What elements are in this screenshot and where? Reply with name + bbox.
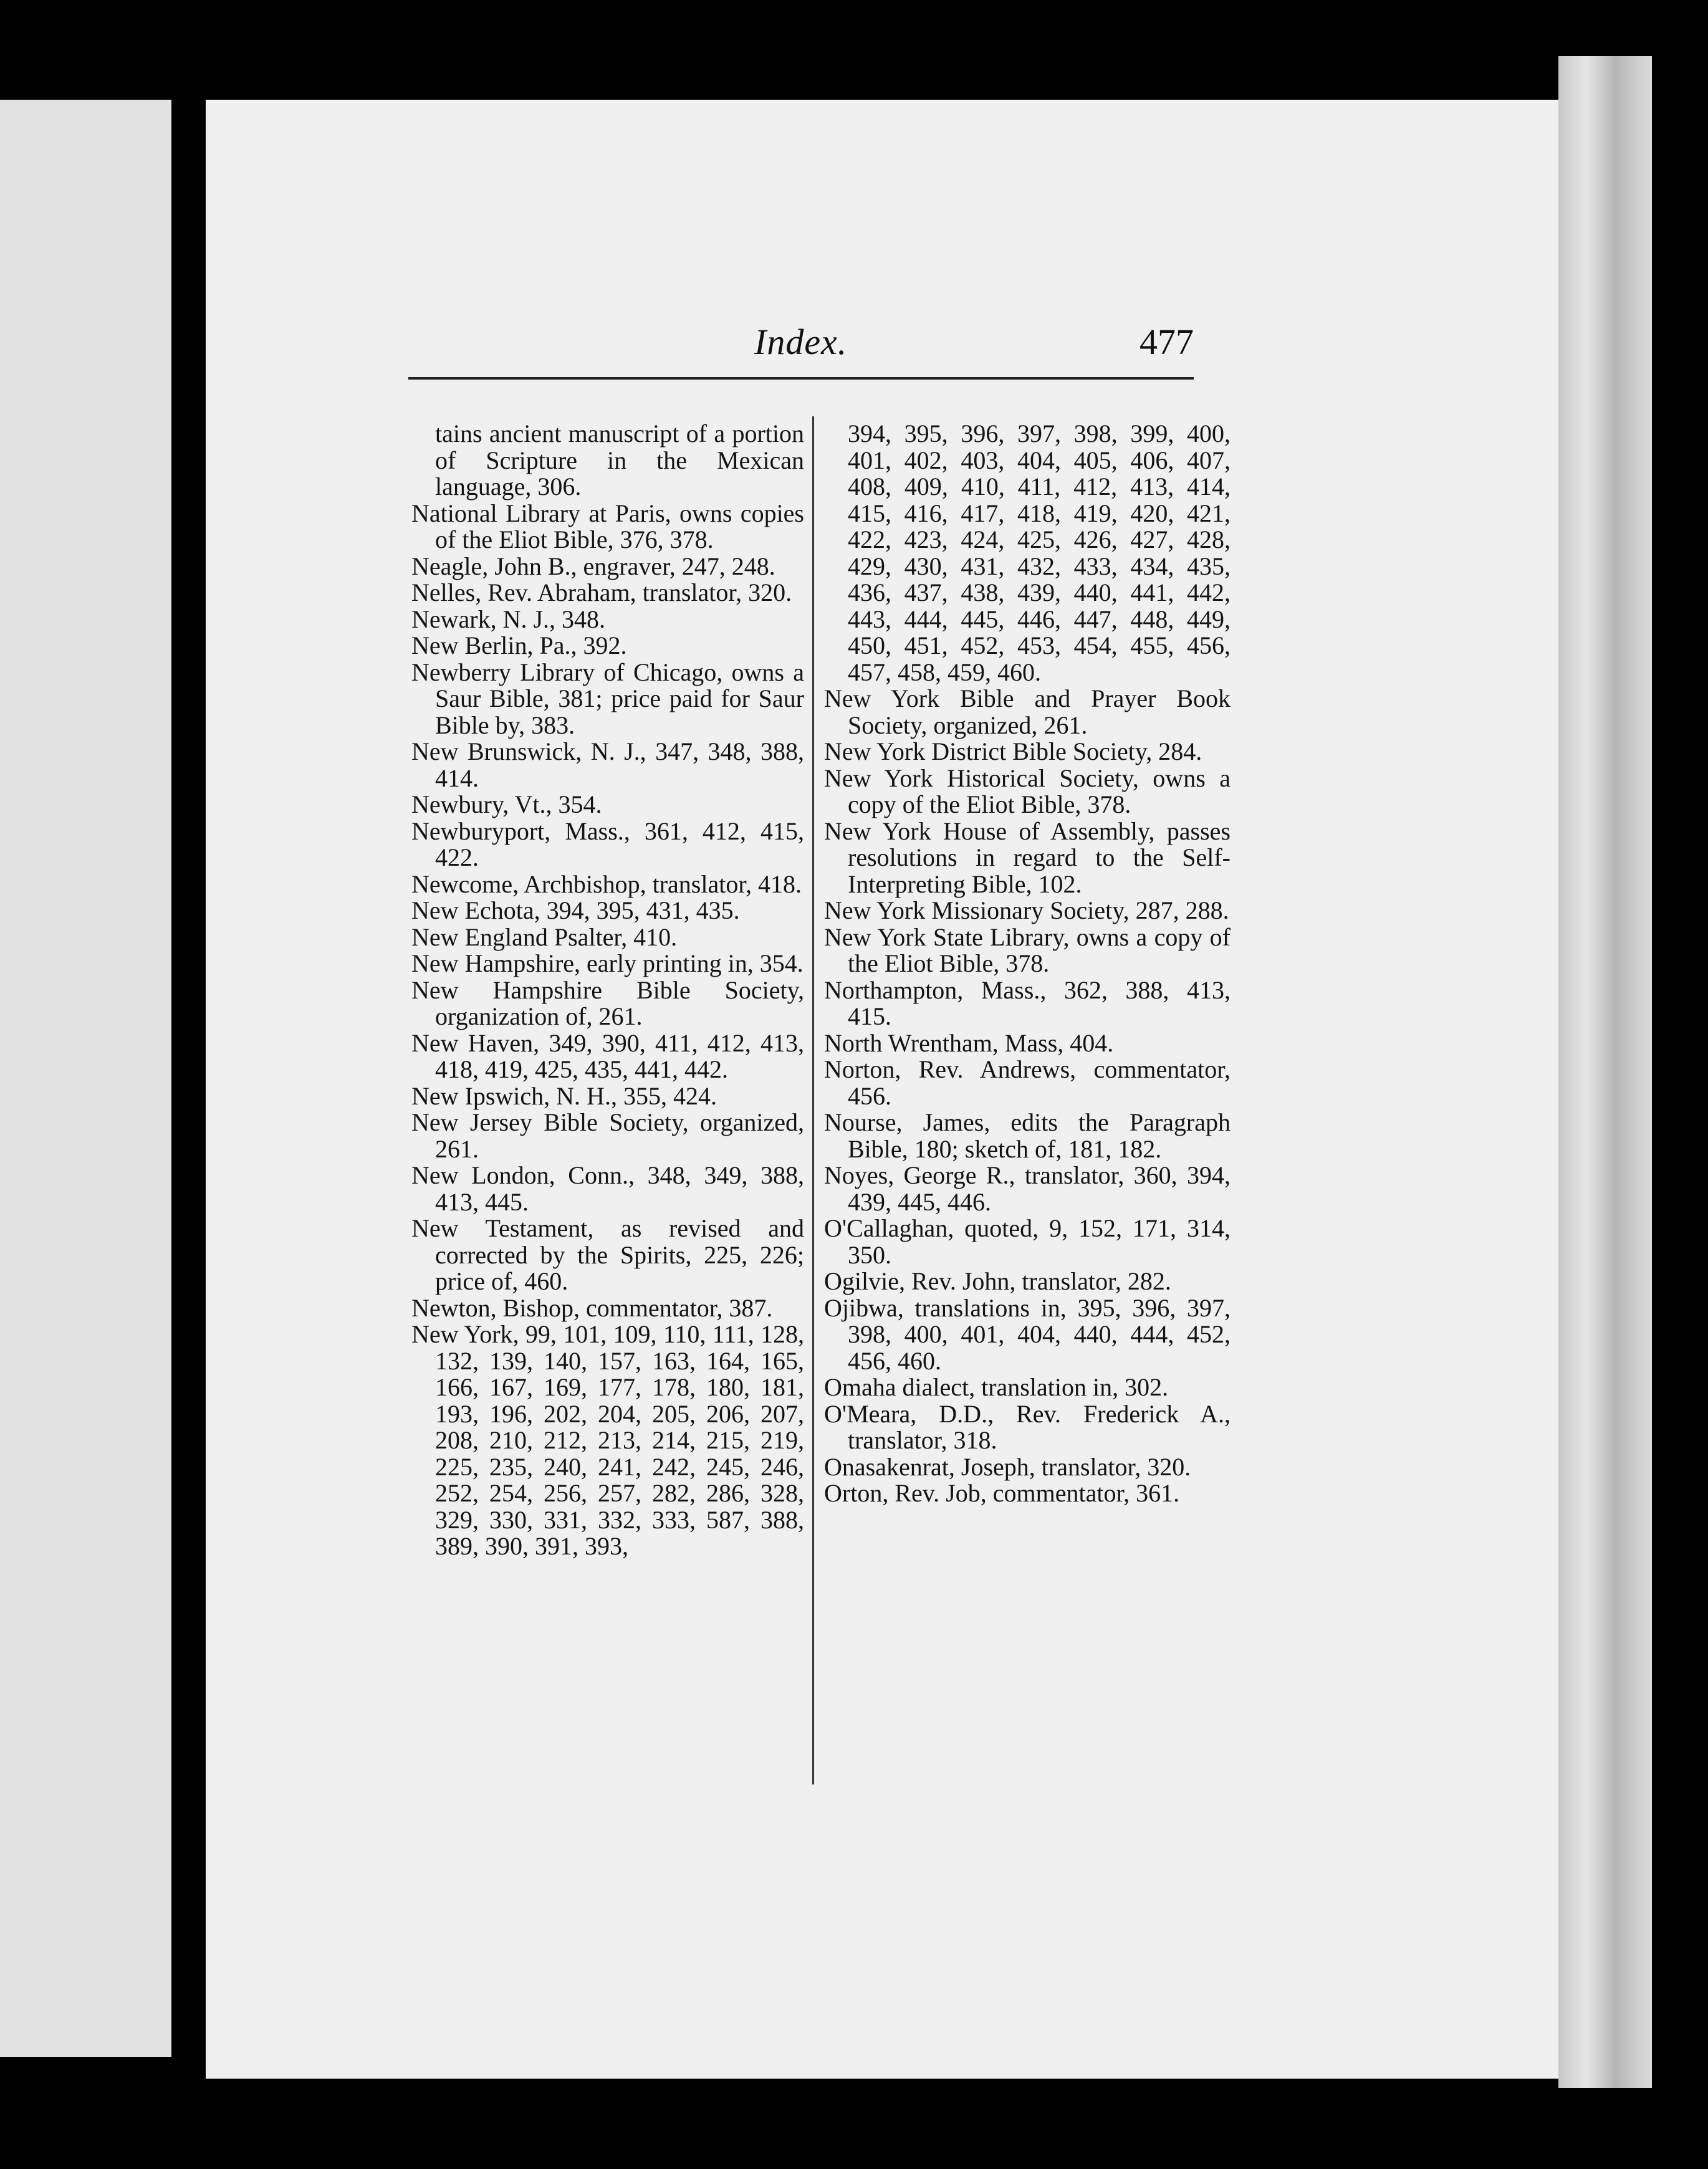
index-entry: Omaha dialect, translation in, 302. — [824, 1373, 1169, 1401]
index-entry: New Haven, 349, 390, 411, 412, 413, 418, 419, 425, 435, 441, 442. — [411, 1028, 804, 1083]
index-entry: New Berlin, Pa., 392. — [411, 631, 627, 659]
index-entry: National Library at Paris, owns copies of the Eliot Bible, 376, 378. — [411, 499, 804, 553]
page-number: 477 — [1139, 322, 1194, 362]
index-entry: Nourse, James, edits the Paragraph Bible, 180; sketch of, 181, 182. — [824, 1108, 1231, 1163]
index-entry: New York House of Assembly, passes resolutions in regard to the Self-Interpreting Bible, 102. — [824, 816, 1231, 898]
index-entry: New York Bible and Prayer Book Society, organized, 261. — [824, 684, 1231, 739]
index-entry: O'Callaghan, quoted, 9, 152, 171, 314, 350. — [824, 1214, 1231, 1269]
index-column-left — [411, 421, 804, 1560]
index-entry: New England Psalter, 410. — [411, 922, 678, 951]
index-entry: Newcome, Archbishop, translator, 418. — [411, 869, 802, 898]
index-entry: New York, 99, 101, 109, 110, 111, 128, 132, 139, 140, 157, 163, 164, 165, 166, 167, 169, 177, 178, 180, 181, 193, 196, 202, 204, 205, 206, 207, 208, 210, 212, 213, 214, 215, 219, 225, 235, 240, 241, 242, 245, 246, 252, 254, 256, 257, 282, 286, 328, 329, 330, 331, 332, 333, 587, 388, 389, 390, 391, 393, — [411, 1320, 804, 1560]
index-entry: New Hampshire, early printing in, 354. — [411, 949, 804, 977]
index-entry: Northampton, Mass., 362, 388, 413, 415. — [824, 975, 1231, 1030]
index-column-right — [824, 421, 1231, 1507]
index-entry: New Ipswich, N. H., 355, 424. — [411, 1081, 717, 1110]
index-entry: Onasakenrat, Joseph, translator, 320. — [824, 1452, 1191, 1481]
index-entry: Newbury, Vt., 354. — [411, 790, 602, 818]
index-entry: New Testament, as revised and corrected by the Spirits, 225, 226; price of, 460. — [411, 1214, 804, 1295]
header-rule — [408, 377, 1194, 380]
index-entry: New York Historical Society, owns a copy of the Eliot Bible, 378. — [824, 764, 1231, 818]
page-header — [408, 321, 1194, 383]
left-page-edge — [0, 100, 171, 2057]
index-entry: New Hampshire Bible Society, organization of, 261. — [411, 975, 804, 1030]
index-entry: New Brunswick, N. J., 347, 348, 388, 414. — [411, 737, 804, 792]
index-entry: Ojibwa, translations in, 395, 396, 397, 398, 400, 401, 404, 440, 444, 452, 456, 460. — [824, 1293, 1231, 1375]
index-entry: tains ancient manuscript of a portion of Scripture in the Mexican language, 306. — [435, 419, 804, 500]
index-entry: North Wrentham, Mass, 404. — [824, 1028, 1114, 1057]
index-entry: New York State Library, owns a copy of the Eliot Bible, 378. — [824, 922, 1231, 977]
index-entry: Newberry Library of Chicago, owns a Saur Bible, 381; price paid for Saur Bible by, 383. — [411, 658, 804, 739]
index-entry: 394, 395, 396, 397, 398, 399, 400, 401, 402, 403, 404, 405, 406, 407, 408, 409, 410, 411, 412, 413, 414, 415, 416, 417, 418, 419, 420, 421, 422, 423, 424, 425, 426, 427, 428, 429, 430, 431, 432, 433, 434, 435, 436, 437, 438, 439, 440, 441, 442, 443, 444, 445, 446, 447, 448, 449, 450, 451, 452, 453, 454, 455, 456, 457, 458, 459, 460. — [848, 419, 1231, 686]
index-entry: New York Missionary Society, 287, 288. — [824, 896, 1229, 924]
index-entry: New Echota, 394, 395, 431, 435. — [411, 896, 740, 924]
index-entry: Newark, N. J., 348. — [411, 605, 606, 633]
index-entry: Newburyport, Mass., 361, 412, 415, 422. — [411, 816, 804, 871]
index-entry: Orton, Rev. Job, commentator, 361. — [824, 1479, 1180, 1507]
index-entry: Neagle, John B., engraver, 247, 248. — [411, 552, 775, 580]
index-entry: Noyes, George R., translator, 360, 394, 439, 445, 446. — [824, 1161, 1231, 1216]
index-entry: New Jersey Bible Society, organized, 261. — [411, 1108, 804, 1163]
column-divider — [812, 416, 814, 1784]
index-entry: Norton, Rev. Andrews, commentator, 456. — [824, 1055, 1231, 1110]
index-entry: Nelles, Rev. Abraham, translator, 320. — [411, 578, 792, 606]
index-entry: Newton, Bishop, commentator, 387. — [411, 1293, 773, 1322]
index-entry: New London, Conn., 348, 349, 388, 413, 445. — [411, 1161, 804, 1216]
index-entry: New York District Bible Society, 284. — [824, 737, 1202, 765]
index-entry: Ogilvie, Rev. John, translator, 282. — [824, 1267, 1171, 1295]
running-title: Index. — [754, 322, 848, 362]
page-stack-edge — [1558, 56, 1652, 2088]
index-entry: O'Meara, D.D., Rev. Frederick A., translator, 318. — [824, 1399, 1231, 1454]
